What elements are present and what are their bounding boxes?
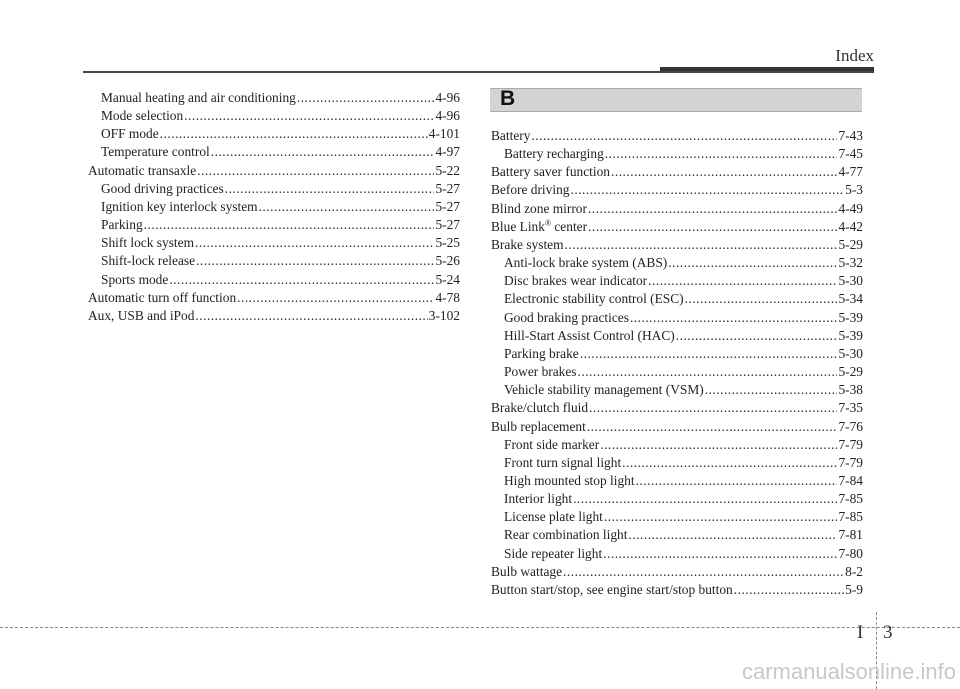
index-entry-label: Good driving practices [101, 180, 224, 196]
index-entry-label: Rear combination light [504, 527, 628, 543]
index-entry-label: Good braking practices [504, 309, 629, 325]
index-entry [88, 307, 460, 325]
index-entry-page: 5-27 [435, 217, 460, 233]
index-entry-label: Manual heating and air conditioning [101, 90, 296, 105]
index-entry-label: Bulb wattage [491, 563, 563, 579]
index-entry [491, 508, 863, 526]
index-entry-page: 5-27 [435, 198, 460, 214]
index-entry-page: 3-102 [428, 307, 460, 323]
index-entry [491, 309, 863, 327]
index-entry-page: 5-9 [845, 581, 863, 597]
dot-leader [603, 545, 837, 563]
dot-leader [565, 236, 838, 254]
index-entry [88, 162, 460, 180]
dot-leader [636, 472, 838, 490]
index-entry-label: Automatic turn off function [88, 289, 237, 305]
index-entry [491, 381, 863, 399]
dot-leader [195, 307, 427, 325]
dot-leader [184, 107, 434, 125]
index-entry-page: 5-38 [838, 382, 863, 398]
index-entry-page: 4-78 [435, 289, 460, 305]
index-entry-page: 5-22 [435, 162, 460, 178]
index-entry-page: 4-77 [838, 164, 863, 180]
index-entry-page: 7-84 [838, 472, 863, 488]
index-entry-label: Power brakes [504, 364, 577, 380]
index-entry-label: Before driving [491, 182, 570, 198]
index-entry-label: Button start/stop, see engine start/stop button [491, 581, 733, 597]
dot-leader [211, 143, 435, 161]
index-entry [88, 180, 460, 198]
index-entry-page: 4-42 [838, 218, 863, 234]
index-entry-page: 7-79 [838, 436, 863, 452]
index-entry-label: Disc brakes wear indicator [504, 273, 648, 289]
index-entry [491, 327, 863, 345]
dot-leader [197, 162, 434, 180]
dot-leader [160, 125, 428, 143]
index-entry [491, 545, 863, 563]
index-entry-label: Automatic transaxle [88, 162, 197, 178]
index-entry [491, 200, 863, 218]
index-entry-label: Interior light [504, 491, 573, 507]
dot-leader [588, 200, 838, 218]
section-letter: B [500, 87, 516, 110]
index-entry-page: 5-27 [435, 180, 460, 196]
index-entry [88, 234, 460, 252]
index-entry [491, 272, 863, 290]
dot-leader [259, 198, 435, 216]
index-entry [88, 271, 460, 289]
index-entry-page: 4-96 [435, 90, 460, 105]
index-entry [491, 563, 863, 581]
dot-leader [169, 271, 434, 289]
index-entry [88, 125, 460, 143]
dot-leader [578, 363, 838, 381]
index-entry-label: License plate light [504, 509, 603, 525]
index-entry [88, 198, 460, 216]
dot-leader [144, 216, 435, 234]
index-entry-page: 5-26 [435, 253, 460, 269]
index-entry-label: Battery [491, 128, 531, 143]
index-entry-page: 7-35 [838, 400, 863, 416]
dot-leader [195, 234, 434, 252]
index-entry-label: Electronic stability control (ESC) [504, 291, 684, 307]
dot-leader [297, 89, 435, 107]
index-entry [491, 236, 863, 254]
footer-dashed-rule [0, 627, 960, 628]
index-entry-page: 5-34 [838, 291, 863, 307]
index-entry-page: 5-32 [838, 255, 863, 271]
index-entry-page: 7-80 [838, 545, 863, 561]
index-entry [491, 218, 863, 236]
dot-leader [573, 490, 837, 508]
index-entry [491, 418, 863, 436]
watermark: carmanualsonline.info [741, 659, 956, 684]
dot-leader [676, 327, 838, 345]
index-entry [491, 436, 863, 454]
index-entry [491, 254, 863, 272]
index-entry-label: Hill-Start Assist Control (HAC) [504, 327, 675, 343]
index-entry-page: 7-43 [838, 128, 863, 143]
index-entry-page: 7-45 [838, 146, 863, 162]
index-entry-label: Brake system [491, 236, 564, 252]
index-entry-page: 5-24 [435, 271, 460, 287]
footer-section-number: I [857, 622, 864, 643]
index-entry-label: Battery recharging [504, 146, 604, 162]
index-entry [88, 216, 460, 234]
index-entry-label: Blind zone mirror [491, 200, 587, 216]
index-entry [88, 252, 460, 270]
dot-leader [531, 127, 837, 145]
dot-leader [588, 218, 837, 236]
index-entry-page: 7-85 [838, 491, 863, 507]
index-entry-label: Bulb replacement [491, 418, 586, 434]
index-entry-page: 4-96 [435, 108, 460, 124]
index-entry [491, 127, 863, 145]
index-entry [491, 581, 863, 599]
index-entry-page: 7-85 [838, 509, 863, 525]
index-entry-label: Blue Link® center [491, 218, 588, 234]
index-entry-page: 5-29 [838, 236, 863, 252]
index-entry-label: High mounted stop light [504, 472, 635, 488]
index-entry-page: 5-39 [838, 327, 863, 343]
index-entry-label: Sports mode [101, 271, 169, 287]
index-entry [88, 143, 460, 161]
index-entry-label: Mode selection [101, 108, 184, 124]
dot-leader [225, 180, 435, 198]
registered-mark: ® [544, 218, 552, 228]
dot-leader [589, 399, 837, 417]
index-entry-page: 7-81 [838, 527, 863, 543]
dot-leader [604, 508, 838, 526]
index-entry-page: 5-3 [845, 182, 863, 198]
index-entry-page: 5-25 [435, 235, 460, 251]
index-entry [88, 107, 460, 125]
dot-leader [237, 289, 434, 307]
dot-leader [628, 526, 837, 544]
page-header-title: Index [835, 46, 874, 65]
index-entry [491, 363, 863, 381]
index-entry-label: Brake/clutch fluid [491, 400, 589, 416]
dot-leader [587, 418, 838, 436]
index-entry [491, 526, 863, 544]
index-entry-label: Parking [101, 217, 143, 233]
index-entry-label: Shift lock system [101, 235, 194, 251]
index-entry-label: Ignition key interlock system [101, 198, 258, 214]
index-entry-page: 5-30 [838, 273, 863, 289]
index-column-right [491, 127, 863, 599]
index-entry [491, 181, 863, 199]
index-column-left [88, 89, 460, 325]
index-entry-label: Battery saver function [491, 164, 610, 180]
index-entry-page: 7-76 [838, 418, 863, 434]
index-entry [491, 454, 863, 472]
dot-leader [563, 563, 844, 581]
index-entry-page: 8-2 [845, 563, 863, 579]
index-entry [88, 89, 460, 107]
index-entry-label: Parking brake [504, 345, 579, 361]
dot-leader [622, 454, 837, 472]
index-entry-page: 5-29 [838, 364, 863, 380]
dot-leader [580, 345, 838, 363]
dot-leader [734, 581, 844, 599]
dot-leader [668, 254, 837, 272]
dot-leader [605, 145, 838, 163]
index-entry-label: Temperature control [101, 144, 210, 160]
dot-leader [196, 252, 434, 270]
dot-leader [705, 381, 838, 399]
dot-leader [611, 163, 837, 181]
index-entry [491, 399, 863, 417]
dot-leader [570, 181, 844, 199]
section-header-b [490, 88, 862, 112]
index-entry [491, 490, 863, 508]
index-entry [491, 290, 863, 308]
index-entry [491, 163, 863, 181]
index-entry-label: Shift-lock release [101, 253, 196, 269]
index-entry-page: 5-39 [838, 309, 863, 325]
index-entry-label: Front side marker [504, 436, 600, 452]
index-entry-page: 7-79 [838, 454, 863, 470]
index-entry-label: OFF mode [101, 126, 159, 142]
index-entry-label: Vehicle stability management (VSM) [504, 382, 704, 398]
index-entry-page: 4-97 [435, 144, 460, 160]
index-entry [491, 472, 863, 490]
dot-leader [600, 436, 837, 454]
index-entry [491, 145, 863, 163]
header-rule [83, 71, 874, 73]
index-entry [88, 289, 460, 307]
dot-leader [630, 309, 838, 327]
index-entry-label: Side repeater light [504, 545, 603, 561]
dot-leader [648, 272, 837, 290]
index-entry-label: Anti-lock brake system (ABS) [504, 255, 668, 271]
index-entry-label: Aux, USB and iPod [88, 307, 195, 323]
footer-page-number: 3 [883, 622, 893, 643]
index-entry-page: 5-30 [838, 345, 863, 361]
index-entry-page: 4-101 [428, 126, 460, 142]
index-entry-label: Front turn signal light [504, 454, 622, 470]
index-entry-page: 4-49 [838, 200, 863, 216]
index-entry [491, 345, 863, 363]
dot-leader [685, 290, 838, 308]
